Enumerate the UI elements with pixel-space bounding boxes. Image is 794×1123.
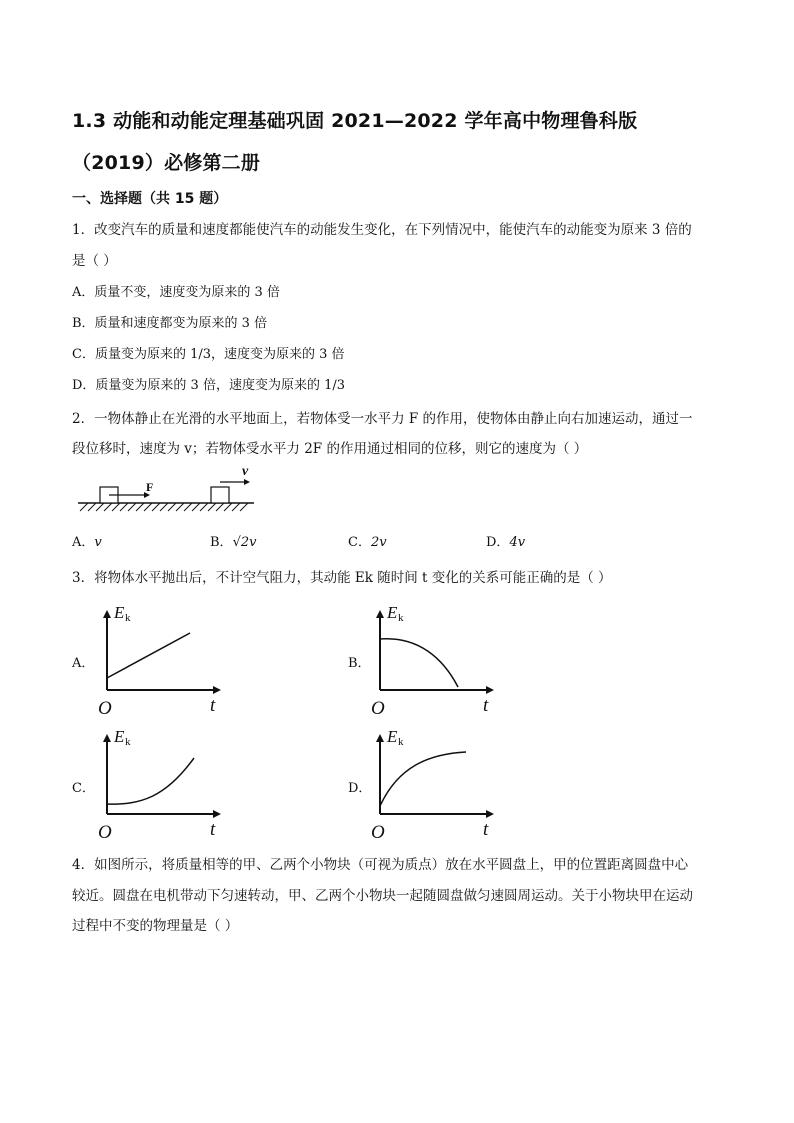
x-axis-label: t: [210, 819, 216, 840]
option-value: 4v: [509, 535, 526, 550]
question-1-option-c: C．质量变为原来的 1/3，速度变为原来的 3 倍: [72, 347, 345, 362]
origin-label: O: [371, 698, 385, 719]
question-4-stem-line-3: 过程中不变的物理量是（ ）: [72, 918, 239, 934]
question-3-option-c-label: C．: [72, 781, 95, 796]
y-axis-label-sub: k: [398, 612, 404, 624]
option-value: 2v: [370, 535, 387, 550]
x-axis-label: t: [210, 695, 216, 716]
option-letter: C．: [348, 535, 371, 550]
graph-a-curve: [107, 633, 190, 678]
option-value: √2v: [232, 535, 257, 550]
force-label: F: [146, 480, 154, 494]
graph-b-curve: [380, 639, 458, 687]
x-axis-label: t: [483, 819, 489, 840]
y-axis-arrow-icon: [103, 734, 111, 742]
block-end: [211, 487, 229, 503]
velocity-label: v: [242, 464, 249, 479]
question-3-stem: 3．将物体水平抛出后，不计空气阻力，其动能 Ek 随时间 t 变化的关系可能正确的是（ ）: [72, 570, 612, 586]
y-axis-label: E: [387, 727, 398, 746]
origin-label: O: [98, 822, 112, 843]
velocity-arrowhead-icon: [244, 479, 250, 485]
y-axis-arrow-icon: [376, 610, 384, 618]
option-letter: B．: [210, 535, 233, 550]
origin-label: O: [371, 822, 385, 843]
y-axis-label: E: [114, 603, 125, 622]
y-axis-label: E: [114, 727, 125, 746]
question-2-stem-line-1: 2．一物体静止在光滑的水平地面上，若物体受一水平力 F 的作用，使物体由静止向右加速运动，通过一: [72, 411, 693, 427]
y-axis-label-sub: k: [398, 736, 404, 748]
graph-c-curve: [107, 758, 194, 804]
x-axis-arrow-icon: [213, 686, 221, 694]
y-axis-label-sub: k: [125, 736, 131, 748]
question-3-option-a-label: A．: [72, 656, 95, 671]
question-4-stem-line-2: 较近。圆盘在电机带动下匀速转动，甲、乙两个小物块一起随圆盘做匀速圆周运动。关于小物块甲在运动: [72, 888, 693, 904]
graph-d-curve: [380, 752, 466, 806]
question-2-figure: [76, 460, 256, 520]
question-4-stem-line-1: 4．如图所示，将质量相等的甲、乙两个小物块（可视为质点）放在水平圆盘上，甲的位置距离圆盘中心: [72, 857, 689, 873]
x-axis-arrow-icon: [486, 810, 494, 818]
ground-hatching: [80, 503, 248, 511]
y-axis-arrow-icon: [103, 610, 111, 618]
x-axis-label: t: [483, 695, 489, 716]
question-2-stem-line-2: 段位移时，速度为 v；若物体受水平力 2F 的作用通过相同的位移，则它的速度为（ ）: [72, 441, 588, 457]
question-1-stem-line-2: 是（ ）: [72, 253, 117, 269]
question-2-option-c: [348, 531, 387, 550]
option-letter: A．: [72, 535, 95, 550]
origin-label: O: [98, 698, 112, 719]
document-title-line-1: 1.3 动能和动能定理基础巩固 2021—2022 学年高中物理鲁科版: [72, 110, 638, 132]
x-axis-arrow-icon: [486, 686, 494, 694]
section-heading: 一、选择题（共 15 题）: [72, 191, 228, 207]
graph-c: [95, 722, 225, 842]
question-2-option-b: [210, 531, 256, 550]
graph-b: [368, 598, 498, 718]
y-axis-label-sub: k: [125, 612, 131, 624]
y-axis-label: E: [387, 603, 398, 622]
question-1-option-b: B．质量和速度都变为原来的 3 倍: [72, 316, 268, 331]
question-2-option-d: [486, 531, 525, 550]
x-axis-arrow-icon: [213, 810, 221, 818]
y-axis-arrow-icon: [376, 734, 384, 742]
document-title-line-2: （2019）必修第二册: [72, 152, 261, 174]
question-1-option-a: A．质量不变，速度变为原来的 3 倍: [72, 285, 280, 300]
option-value: v: [94, 535, 102, 550]
option-letter: D．: [486, 535, 510, 550]
question-3-option-b-label: B．: [348, 656, 371, 671]
question-2-option-a: [72, 531, 102, 550]
question-3-option-d-label: D．: [348, 781, 372, 796]
graph-d: [368, 722, 498, 842]
question-1-option-d: D．质量变为原来的 3 倍，速度变为原来的 1/3: [72, 378, 346, 393]
question-1-stem-line-1: 1．改变汽车的质量和速度都能使汽车的动能发生变化，在下列情况中，能使汽车的动能变为原来 3 倍的: [72, 222, 692, 238]
graph-a: [95, 598, 225, 718]
